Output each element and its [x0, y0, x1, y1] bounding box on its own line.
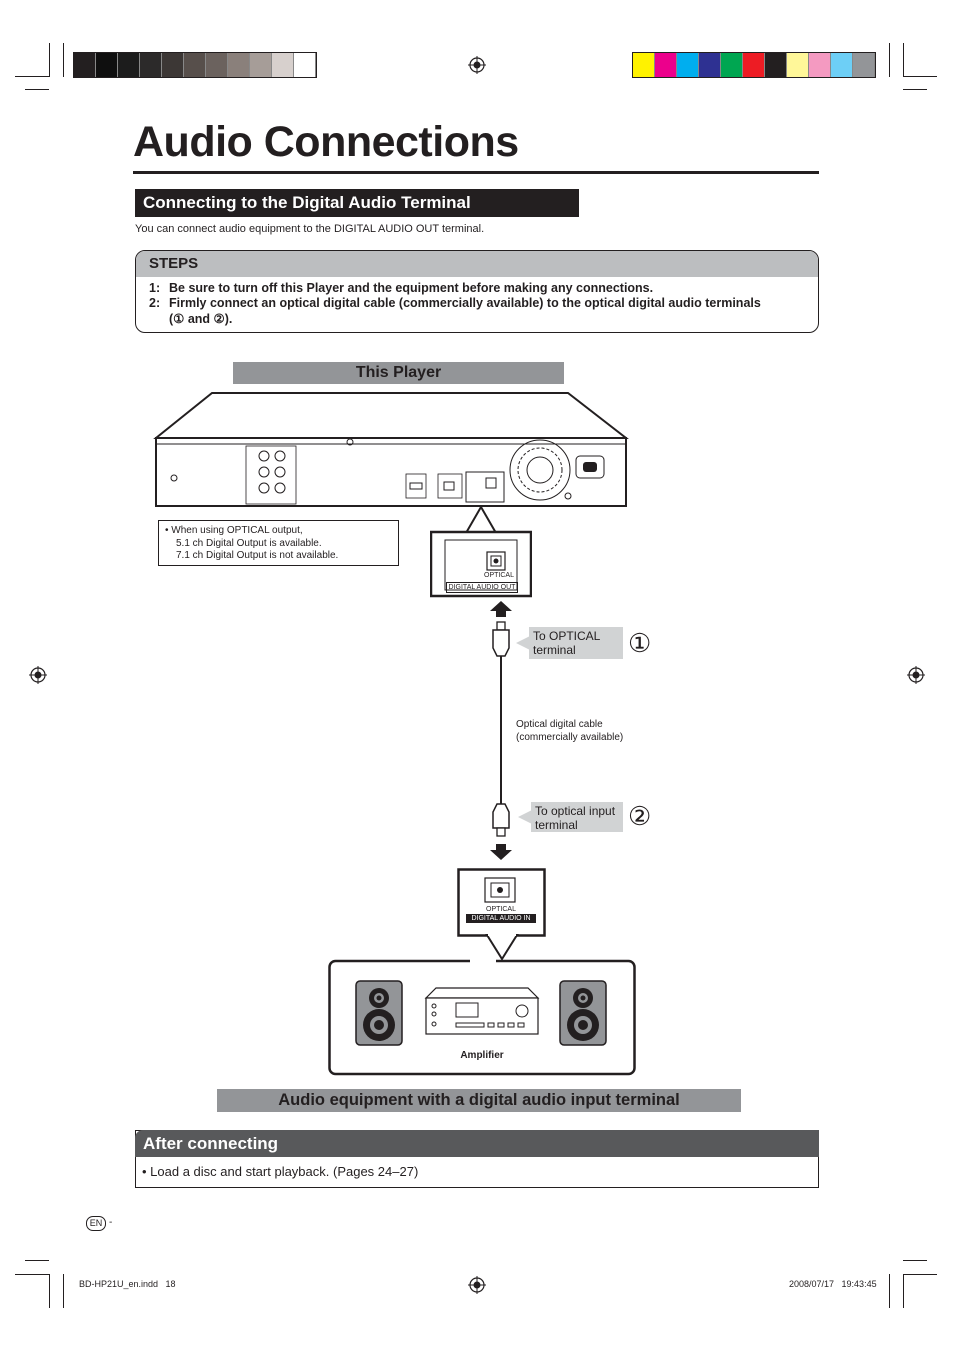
- optical-output-note: [158, 520, 399, 566]
- step-number: 1:: [149, 281, 161, 295]
- color-swatch: [787, 53, 809, 77]
- color-swatch: [743, 53, 765, 77]
- note-line: 5.1 ch Digital Output is available.: [176, 537, 322, 549]
- color-swatch: [250, 53, 272, 77]
- color-swatch: [831, 53, 853, 77]
- terminal-out-top-label: OPTICAL: [484, 572, 514, 579]
- color-swatch: [228, 53, 250, 77]
- crop-mark: [49, 1274, 50, 1308]
- section-title: Connecting to the Digital Audio Terminal: [135, 189, 579, 217]
- color-bar: [632, 52, 876, 78]
- gray-color-bar: [73, 52, 317, 78]
- crop-mark: [49, 43, 50, 77]
- step-text: Firmly connect an optical digital cable (commercially available) to the optical digital audio terminals: [169, 296, 761, 310]
- color-swatch: [162, 53, 184, 77]
- terminal-out-label: DIGITAL AUDIO OUT: [446, 582, 518, 593]
- callout-pointer: [516, 636, 530, 650]
- color-swatch: [633, 53, 655, 77]
- crop-mark: [903, 43, 904, 77]
- color-swatch: [294, 53, 316, 77]
- crop-mark: [889, 1274, 890, 1308]
- color-swatch: [853, 53, 875, 77]
- registration-mark-icon: [468, 56, 486, 74]
- after-connecting-item: • Load a disc and start playback. (Pages 24–27): [142, 1164, 419, 1179]
- this-player-label: This Player: [233, 362, 564, 384]
- terminal-in-label: DIGITAL AUDIO IN: [466, 914, 536, 923]
- steps-heading: STEPS: [136, 251, 818, 277]
- player-rear-panel-diagram: [150, 388, 632, 513]
- color-swatch: [96, 53, 118, 77]
- color-swatch: [765, 53, 787, 77]
- registration-mark-icon: [468, 1276, 486, 1294]
- after-connecting-heading: After connecting: [135, 1130, 819, 1157]
- callout-optical-terminal: To OPTICAL terminal: [529, 627, 623, 659]
- timestamp: 2008/07/17 19:43:45: [789, 1279, 877, 1289]
- marker-2: ②: [628, 801, 652, 831]
- cable-label-sub: (commercially available): [516, 732, 624, 743]
- cable-label: Optical digital cable: [516, 719, 603, 730]
- crop-mark: [903, 1260, 927, 1261]
- left-speaker-icon: [356, 981, 402, 1045]
- callout-pointer: [518, 810, 532, 824]
- title-rule: [133, 171, 819, 174]
- step-number: 2:: [149, 296, 161, 310]
- note-line: 7.1 ch Digital Output is not available.: [176, 550, 339, 561]
- step-text: Be sure to turn off this Player and the equipment before making any connections.: [169, 281, 654, 295]
- crop-mark: [15, 1274, 49, 1275]
- crop-mark: [903, 1274, 937, 1275]
- crop-mark: [63, 43, 64, 77]
- registration-mark-icon: [907, 666, 925, 684]
- color-swatch: [809, 53, 831, 77]
- crop-mark: [903, 89, 927, 90]
- color-swatch: [655, 53, 677, 77]
- right-speaker-icon: [560, 981, 606, 1045]
- step-2: [149, 296, 799, 310]
- color-swatch: [272, 53, 294, 77]
- audio-equipment-label: Audio equipment with a digital audio input terminal: [217, 1089, 741, 1112]
- intro-text: You can connect audio equipment to the DIGITAL AUDIO OUT terminal.: [135, 223, 485, 235]
- step-1: [149, 281, 799, 295]
- crop-mark: [889, 43, 890, 77]
- color-swatch: [140, 53, 162, 77]
- marker-1: ①: [628, 628, 652, 658]
- crop-mark: [903, 1274, 904, 1308]
- steps-box: [135, 250, 819, 333]
- color-swatch: [74, 53, 96, 77]
- color-swatch: [184, 53, 206, 77]
- registration-mark-icon: [29, 666, 47, 684]
- amplifier-icon: [426, 988, 538, 1034]
- language-badge: EN: [86, 1216, 106, 1231]
- crop-mark: [903, 76, 937, 77]
- optical-cable-diagram: [488, 600, 516, 862]
- page-number-suffix: -: [109, 1217, 113, 1228]
- color-swatch: [699, 53, 721, 77]
- step-2-continued: [149, 311, 799, 326]
- file-info: BD-HP21U_en.indd 18: [79, 1279, 176, 1289]
- terminal-in-top-label: OPTICAL: [486, 906, 516, 913]
- note-line: • When using OPTICAL output,: [165, 525, 303, 536]
- color-swatch: [721, 53, 743, 77]
- crop-mark: [25, 1260, 49, 1261]
- color-swatch: [118, 53, 140, 77]
- color-swatch: [206, 53, 228, 77]
- amplifier-label: Amplifier: [460, 1050, 504, 1061]
- callout-optical-input-terminal: To optical input terminal: [531, 802, 623, 832]
- page-title: Audio Connections: [133, 118, 519, 166]
- color-swatch: [677, 53, 699, 77]
- crop-mark: [25, 89, 49, 90]
- step-text: (① and ②).: [169, 312, 233, 326]
- crop-mark: [15, 76, 49, 77]
- crop-mark: [63, 1274, 64, 1308]
